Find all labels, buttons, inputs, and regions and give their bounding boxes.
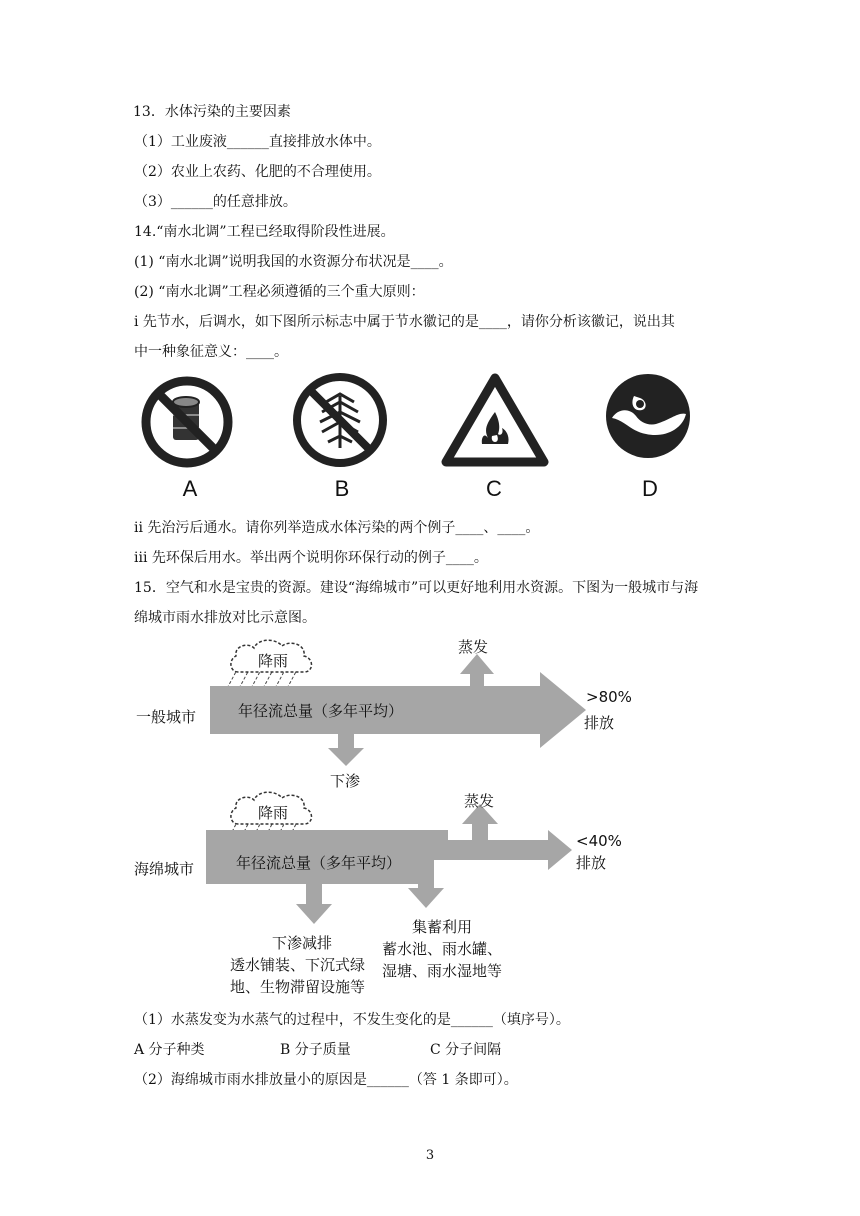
sign-label: A — [182, 476, 198, 501]
question-15-title: 15．空气和水是宝贵的资源。建设“海绵城市”可以更好地利用水资源。下图为一般城市与海 — [134, 580, 699, 596]
question-15-part-2: （2）海绵城市雨水排放量小的原因是______（答 1 条即可）。 — [134, 1072, 518, 1088]
no-oil-drum-icon — [130, 372, 250, 472]
question-15-title-cont: 绵城市雨水排放对比示意图。 — [134, 610, 316, 626]
question-14-title: 14.“南水北调”工程已经取得阶段性进展。 — [134, 224, 395, 240]
general-seep-label: 下渗 — [330, 772, 361, 790]
question-14-ii: ii 先治污后通水。请你列举造成水体污染的两个例子____、____。 — [134, 520, 540, 536]
sponge-seep-line-2: 地、生物滞留设施等 — [230, 978, 366, 996]
sponge-percent-label: <40% — [576, 832, 622, 850]
option-c: C 分子间隔 — [430, 1042, 502, 1058]
sign-d — [590, 372, 710, 508]
sponge-city-diagram — [126, 630, 686, 1010]
general-discharge-label: 排放 — [584, 714, 615, 732]
question-15-part-1: （1）水蒸发变为水蒸气的过程中，不发生变化的是______（填序号）。 — [134, 1012, 570, 1028]
general-rain-label: 降雨 — [258, 652, 289, 670]
sponge-evap-label: 蒸发 — [464, 792, 495, 810]
sign-label: C — [486, 476, 502, 501]
question-14-i: i 先节水，后调水，如下图所示标志中属于节水徽记的是____，请你分析该徽记，说出其 — [134, 314, 675, 330]
sign-label: D — [642, 476, 658, 501]
sponge-collect-line-1: 蓄水池、雨水罐、 — [382, 940, 503, 958]
sign-a — [130, 372, 250, 508]
general-runoff-label: 年径流总量（多年平均） — [238, 702, 404, 720]
general-evap-label: 蒸发 — [458, 638, 489, 656]
general-city-label: 一般城市 — [136, 708, 197, 726]
option-b: B 分子质量 — [280, 1042, 351, 1058]
question-13-title: 13．水体污染的主要因素 — [133, 104, 291, 120]
sponge-seep-title: 下渗减排 — [272, 934, 333, 952]
sponge-rain-label: 降雨 — [258, 804, 289, 822]
question-13-item-1: （1）工业废液______直接排放水体中。 — [134, 134, 381, 150]
general-percent-label: >80% — [586, 688, 632, 706]
water-saving-emblem-icon — [590, 372, 710, 472]
question-14-i-cont: 中一种象征意义：____。 — [134, 344, 288, 360]
sign-b — [282, 372, 402, 508]
option-a: A 分子种类 — [134, 1042, 205, 1058]
question-13-item-2: （2）农业上农药、化肥的不合理使用。 — [134, 164, 381, 180]
flammable-warning-icon — [434, 372, 554, 472]
sponge-collect-line-2: 湿塘、雨水湿地等 — [382, 962, 503, 980]
no-forest-icon — [282, 372, 402, 472]
question-14-part-2: (2) “南水北调”工程必须遵循的三个重大原则： — [134, 284, 425, 300]
sponge-city-label: 海绵城市 — [134, 860, 195, 878]
sign-options — [130, 372, 730, 512]
sponge-collect-title: 集蓄利用 — [412, 918, 473, 936]
sign-c — [434, 372, 554, 508]
question-14-iii: iii 先环保后用水。举出两个说明你环保行动的例子____。 — [134, 550, 488, 566]
sign-label: B — [334, 476, 350, 501]
question-14-part-1: (1) “南水北调”说明我国的水资源分布状况是____。 — [134, 254, 453, 270]
sponge-discharge-label: 排放 — [576, 854, 607, 872]
question-13-item-3: （3）______的任意排放。 — [134, 194, 297, 210]
sponge-runoff-label: 年径流总量（多年平均） — [236, 854, 402, 872]
page-number: 3 — [425, 1148, 435, 1163]
sponge-seep-line-1: 透水铺装、下沉式绿 — [230, 956, 366, 974]
